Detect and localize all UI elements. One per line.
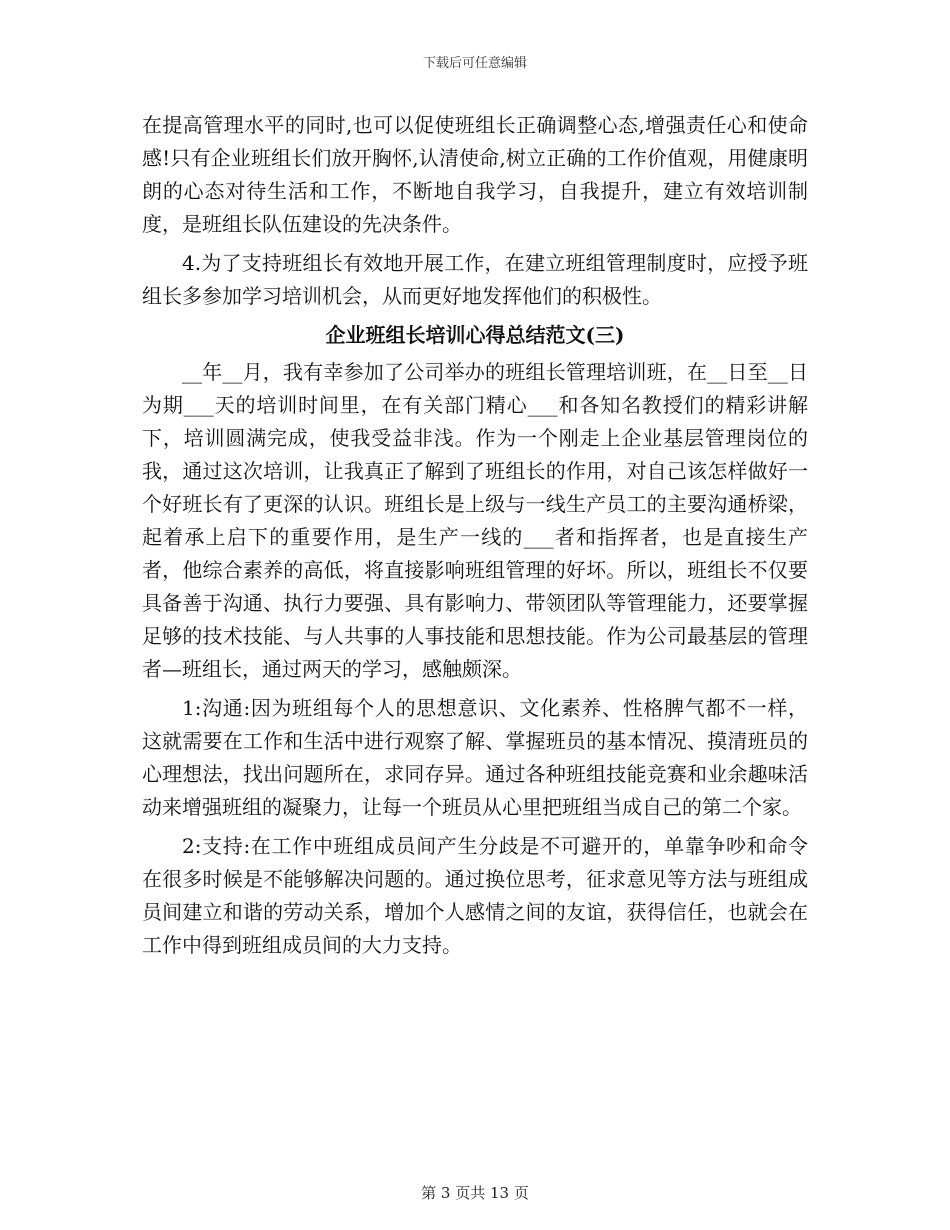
body-paragraph: __年__月，我有幸参加了公司举办的班组长管理培训班，在__日至__日为期___天的培训时间里，在有关部门精心___和各知名教授们的精彩讲解下，培训圆满完成，使我受益非浅。作为一个刚走上企业基层管理岗位的我，通过这次培训，让我真正了解到了班组长的作用，对自己该怎样做好一个好班长有了更深的认识。班组长是上级与一线生产员工的主要沟通桥梁，起着承上启下的重要作用，是生产一线的___者和指挥者，也是直接生产者，他综合素养的高低，将直接影响班组管理的好坏。所以，班组长不仅要具备善于沟通、执行力要强、具有影响力、带领团队等管理能力，还要掌握足够的技术技能、与人共事的人事技能和思想技能。作为公司最基层的管理者—班组长，通过两天的学习，感触颇深。 bbox=[142, 360, 808, 681]
section-title: 企业班组长培训心得总结范文(三) bbox=[325, 323, 625, 347]
body-paragraph: 1:沟通:因为班组每个人的思想意识、文化素养、性格脾气都不一样，这就需要在工作和生活中进行观察了解、掌握班员的基本情况、摸清班员的心理想法，找出问题所在，求同存异。通过各种班组技能竞赛和业余趣味活动来增强班组的凝聚力，让每一个班员从心里把班组当成自己的第二个家。 bbox=[142, 696, 808, 819]
body-paragraph: 4.为了支持班组长有效地开展工作，在建立班组管理制度时，应授予班组长多参加学习培训机会，从而更好地发挥他们的积极性。 bbox=[142, 251, 808, 308]
body-paragraph: 在提高管理水平的同时,也可以促使班组长正确调整心态,增强责任心和使命感!只有企业班组长们放开胸怀,认清使命,树立正确的工作价值观，用健康明朗的心态对待生活和工作，不断地自我学习，自我提升，建立有效培训制度，是班组长队伍建设的先决条件。 bbox=[142, 113, 808, 236]
body-paragraph: 2:支持:在工作中班组成员间产生分歧是不可避开的，单靠争吵和命令在很多时候是不能够解决问题的。通过换位思考，征求意见等方法与班组成员间建立和谐的劳动关系，增加个人感情之间的友谊，获得信任，也就会在工作中得到班组成员间的大力支持。 bbox=[142, 834, 808, 957]
document-body bbox=[142, 109, 808, 968]
page-footer: 第 3 页共 13 页 bbox=[421, 1184, 529, 1202]
page-header: 下载后可任意编辑 bbox=[422, 56, 527, 71]
